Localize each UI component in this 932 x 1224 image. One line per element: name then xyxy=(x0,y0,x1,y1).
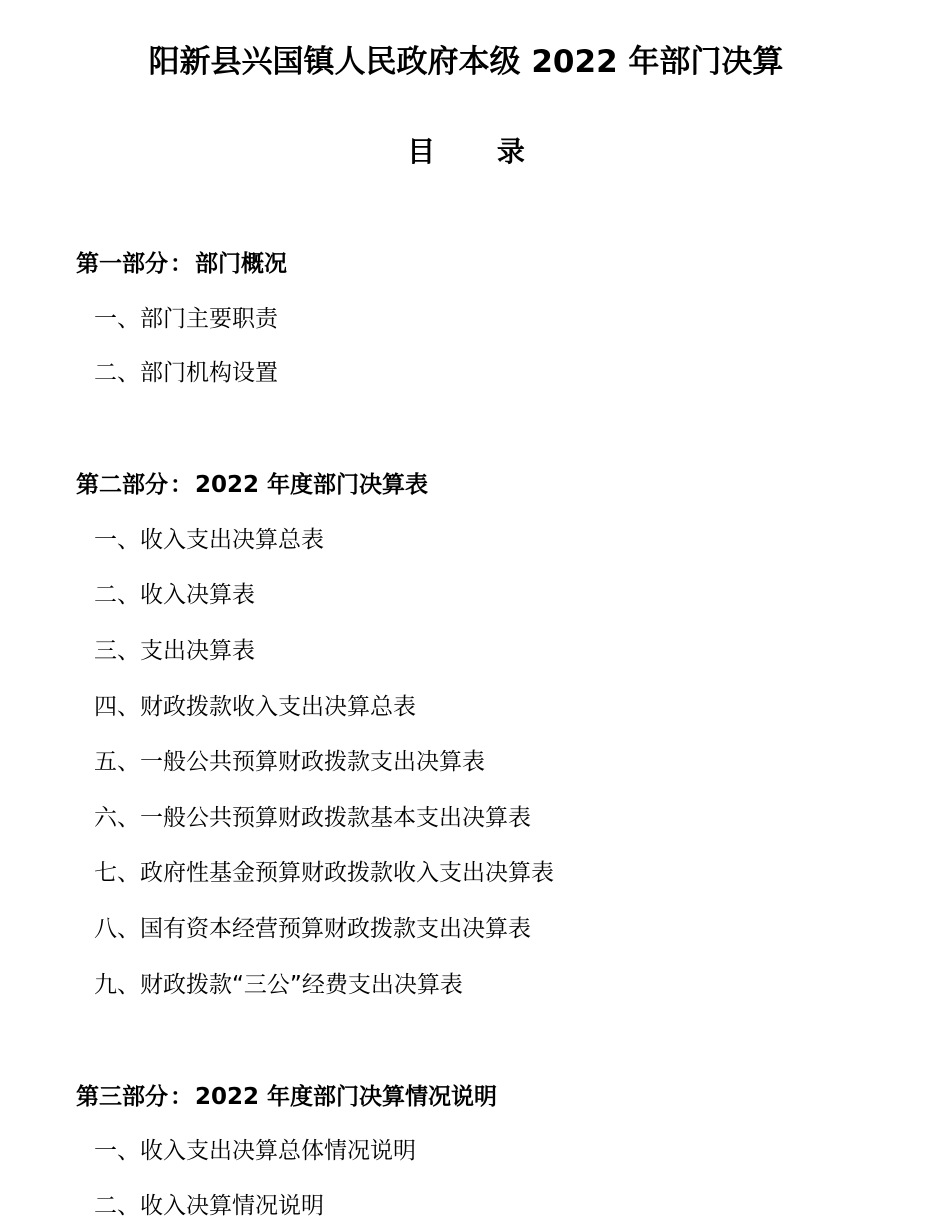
part-name: 部门概况 xyxy=(195,251,287,277)
document-title: 阳新县兴国镇人民政府本级 2022 年部门决算 xyxy=(148,44,784,80)
part-colon: ： xyxy=(170,1084,193,1110)
toc-item: 二、收入决算表 xyxy=(94,582,255,608)
toc-item: 二、收入决算情况说明 xyxy=(94,1193,324,1219)
toc-item: 三、支出决算表 xyxy=(94,638,255,664)
toc-item: 一、收入支出决算总表 xyxy=(94,527,324,553)
toc-item: 六、一般公共预算财政拨款基本支出决算表 xyxy=(94,805,531,831)
part-label: 第一部分 xyxy=(76,251,168,277)
toc-heading: 目 录 xyxy=(407,135,551,168)
toc-item: 四、财政拨款收入支出决算总表 xyxy=(94,694,416,720)
toc-item: 八、国有资本经营预算财政拨款支出决算表 xyxy=(94,916,531,942)
part-label: 第三部分 xyxy=(76,1084,168,1110)
part-heading-1 xyxy=(76,247,287,281)
part-colon: ： xyxy=(170,472,193,498)
toc-item: 五、一般公共预算财政拨款支出决算表 xyxy=(94,749,485,775)
part-heading-2 xyxy=(76,468,428,502)
toc-item: 七、政府性基金预算财政拨款收入支出决算表 xyxy=(94,860,554,886)
part-name: 2022 年度部门决算表 xyxy=(195,472,429,498)
part-label: 第二部分 xyxy=(76,472,168,498)
toc-item: 一、部门主要职责 xyxy=(94,306,278,332)
toc-item: 二、部门机构设置 xyxy=(94,360,278,386)
part-colon: ： xyxy=(170,251,193,277)
part-name: 2022 年度部门决算情况说明 xyxy=(195,1084,498,1110)
toc-item: 一、收入支出决算总体情况说明 xyxy=(94,1138,416,1164)
toc-item: 九、财政拨款“三公”经费支出决算表 xyxy=(94,972,463,998)
part-heading-3 xyxy=(76,1080,497,1114)
